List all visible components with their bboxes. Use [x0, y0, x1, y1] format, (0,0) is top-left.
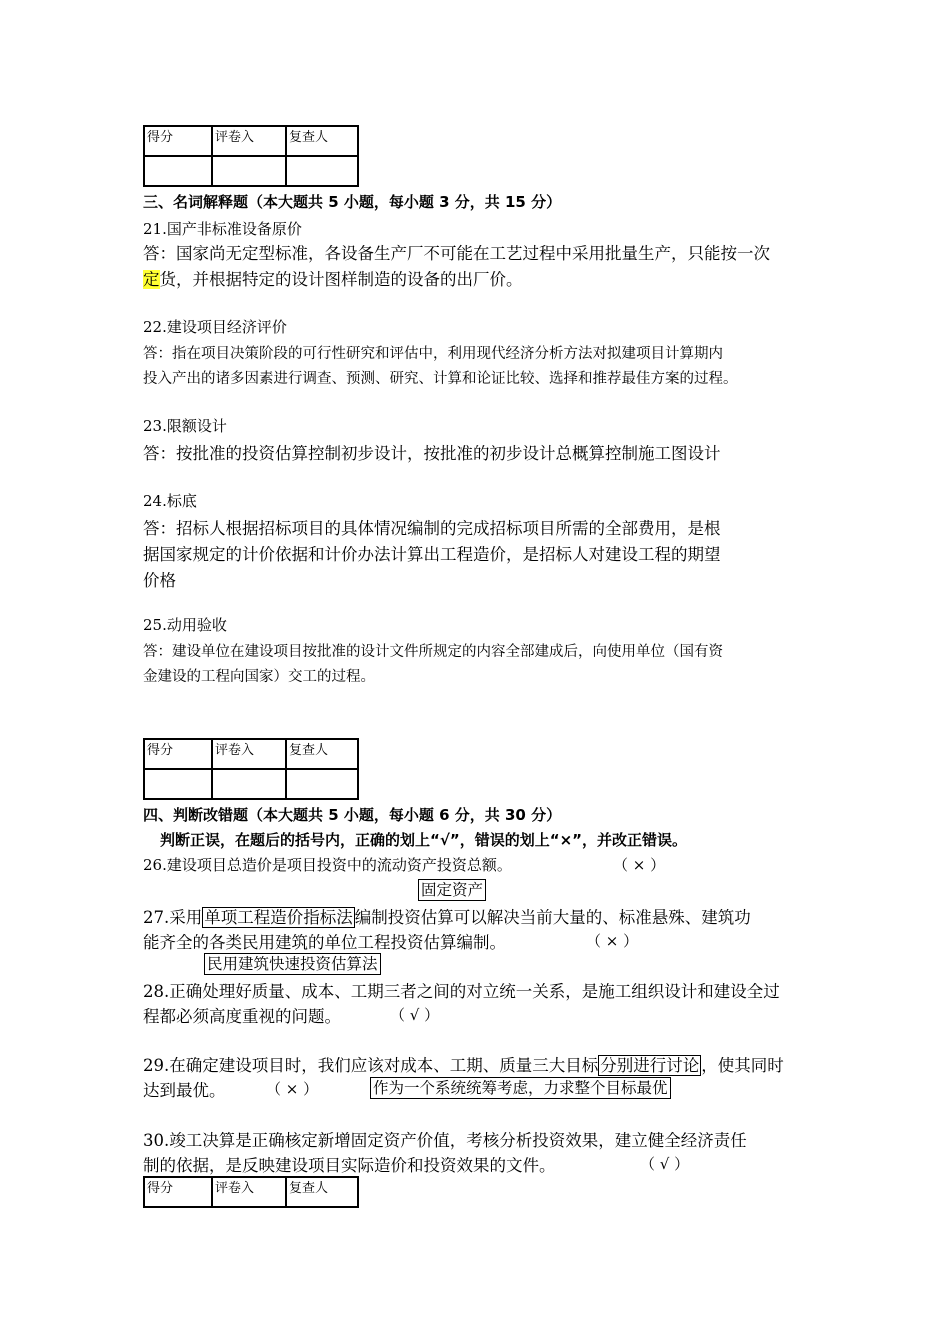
q21-answer-line2: 定货，并根据特定的设计图样制造的设备的出厂价。 [143, 270, 523, 289]
q29-line1: 29.在确定建设项目时，我们应该对成本、工期、质量三大目标 分别进行讨论 ，使其同时 [143, 1056, 784, 1075]
q29-line2: 达到最优。 [143, 1081, 226, 1100]
score-header-reviewer: 复查人 [286, 1177, 358, 1207]
section3-title: 三、名词解释题（本大题共 5 小题，每小题 3 分，共 15 分） [143, 193, 562, 211]
score-cell [286, 769, 358, 799]
score-cell [212, 769, 286, 799]
q25-answer-line1: 答：建设单位在建设项目按批准的设计文件所规定的内容全部建成后，向使用单位（国有资 [143, 644, 723, 660]
score-header-score: 得分 [144, 126, 212, 156]
score-cell [144, 156, 212, 186]
q27-boxed-term: 单项工程造价指标法 [204, 908, 353, 927]
q25-answer-line2: 金建设的工程向国家）交工的过程。 [143, 669, 375, 685]
q25-title: 25.动用验收 [143, 616, 227, 634]
q28-line2: 程都必须高度重视的问题。 [143, 1007, 341, 1026]
q27-mark: （ × ） [586, 932, 639, 950]
q24-answer-line3: 价格 [143, 571, 176, 590]
section4-title: 四、判断改错题（本大题共 5 小题，每小题 6 分，共 30 分） [143, 806, 562, 824]
q26-text: 26.建设项目总造价是项目投资中的流动资产投资总额。 [143, 856, 512, 874]
q27-correction: 民用建筑快速投资估算法 [204, 953, 381, 975]
score-header-score: 得分 [144, 739, 212, 769]
score-header-grader: 评卷入 [212, 1177, 286, 1207]
score-cell [212, 156, 286, 186]
q26-mark: （ × ） [613, 856, 666, 874]
q23-title: 23.限额设计 [143, 417, 227, 435]
q21-title: 21.国产非标准设备原价 [143, 220, 302, 238]
score-cell [144, 769, 212, 799]
score-header-reviewer: 复查人 [286, 126, 358, 156]
highlight-mark: 定 [143, 270, 160, 289]
q27-line2: 能齐全的各类民用建筑的单位工程投资估算编制。 [143, 933, 506, 952]
q30-line2: 制的依据，是反映建设项目实际造价和投资效果的文件。 [143, 1156, 556, 1175]
score-header-grader: 评卷入 [212, 126, 286, 156]
score-table-2 [143, 738, 359, 800]
q21-answer-line1: 答：国家尚无定型标准，各设备生产厂不可能在工艺过程中采用批量生产，只能按一次 [143, 244, 770, 263]
q22-answer-line2: 投入产出的诸多因素进行调查、预测、研究、计算和论证比较、选择和推荐最佳方案的过程。 [143, 371, 738, 387]
q29-boxed-term: 分别进行讨论 [600, 1056, 700, 1075]
score-table-3 [143, 1176, 359, 1208]
q28-line1: 28.正确处理好质量、成本、工期三者之间的对立统一关系，是施工组织设计和建设全过 [143, 982, 780, 1001]
q27-line1: 27.采用 单项工程造价指标法 编制投资估算可以解决当前大量的、标准悬殊、建筑功 [143, 908, 751, 927]
q30-mark: （ √ ） [640, 1155, 690, 1173]
score-header-score: 得分 [144, 1177, 212, 1207]
score-header-grader: 评卷入 [212, 739, 286, 769]
q24-answer-line1: 答：招标人根据招标项目的具体情况编制的完成招标项目所需的全部费用，是根 [143, 519, 721, 538]
q26-correction: 固定资产 [418, 879, 486, 901]
q29-mark: （ × ） [266, 1080, 319, 1098]
q22-title: 22.建设项目经济评价 [143, 318, 287, 336]
q29-correction: 作为一个系统统筹考虑，力求整个目标最优 [370, 1077, 671, 1099]
q22-answer-line1: 答：指在项目决策阶段的可行性研究和评估中，利用现代经济分析方法对拟建项目计算期内 [143, 346, 723, 362]
q23-answer-line1: 答：按批准的投资估算控制初步设计，按批准的初步设计总概算控制施工图设计 [143, 444, 721, 463]
score-header-reviewer: 复查人 [286, 739, 358, 769]
q28-mark: （ √ ） [390, 1006, 440, 1024]
score-cell [286, 156, 358, 186]
q24-title: 24.标底 [143, 492, 197, 510]
section4-instruction: 判断正误，在题后的括号内，正确的划上“√”，错误的划上“×”，并改正错误。 [160, 831, 688, 849]
q30-line1: 30.竣工决算是正确核定新增固定资产价值，考核分析投资效果，建立健全经济责任 [143, 1131, 747, 1150]
q24-answer-line2: 据国家规定的计价依据和计价办法计算出工程造价，是招标人对建设工程的期望 [143, 545, 721, 564]
score-table-1 [143, 125, 359, 187]
